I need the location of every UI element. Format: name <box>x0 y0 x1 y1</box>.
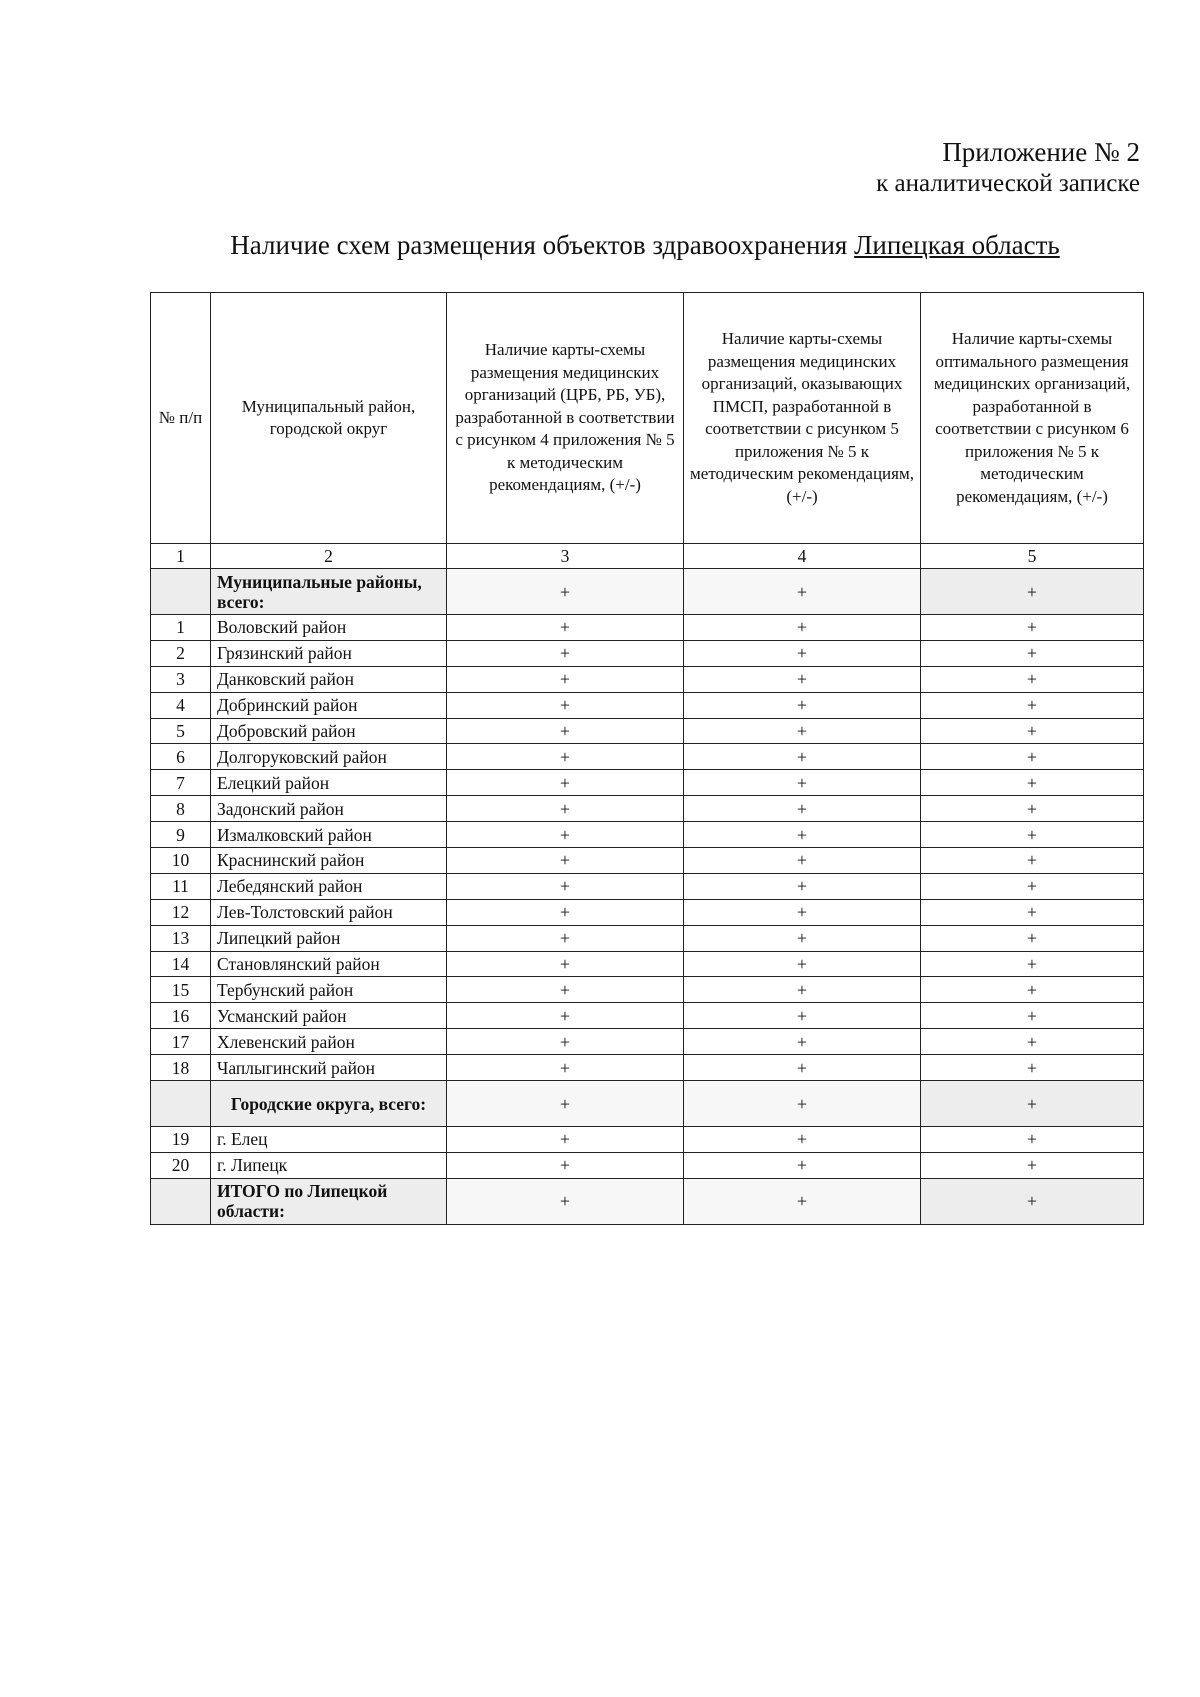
subtotal-mark: + <box>921 569 1144 615</box>
header-district: Муниципальный район, городской округ <box>211 293 447 544</box>
column-number-row <box>151 544 1144 569</box>
row-number: 13 <box>151 925 211 951</box>
scheme-mark: + <box>447 977 684 1003</box>
table-row <box>151 1029 1144 1055</box>
scheme-mark: + <box>921 1152 1144 1178</box>
row-number: 20 <box>151 1152 211 1178</box>
subtotal-mark: + <box>447 569 684 615</box>
scheme-mark: + <box>684 1029 921 1055</box>
row-number: 14 <box>151 951 211 977</box>
district-name: Грязинский район <box>211 640 447 666</box>
scheme-mark: + <box>447 873 684 899</box>
scheme-mark: + <box>684 615 921 641</box>
district-name: Краснинский район <box>211 848 447 874</box>
header-scheme-crb: Наличие карты-схемы размещения медицинских организаций (ЦРБ, РБ, УБ), разработанной в соответствии с рисунком 4 приложения № 5 к методическим рекомендациям, (+/-) <box>447 293 684 544</box>
scheme-mark: + <box>921 925 1144 951</box>
scheme-mark: + <box>684 1055 921 1081</box>
table-row <box>151 951 1144 977</box>
district-name: Становлянский район <box>211 951 447 977</box>
district-name: Добринский район <box>211 692 447 718</box>
row-number: 18 <box>151 1055 211 1081</box>
subtotal-label: ИТОГО по Липецкой области: <box>211 1178 447 1224</box>
appendix-number: Приложение № 2 <box>942 137 1140 167</box>
scheme-mark: + <box>921 666 1144 692</box>
scheme-mark: + <box>447 848 684 874</box>
table-row <box>151 899 1144 925</box>
row-number: 3 <box>151 666 211 692</box>
scheme-mark: + <box>447 925 684 951</box>
column-number: 3 <box>447 544 684 569</box>
scheme-mark: + <box>447 822 684 848</box>
appendix-note <box>876 136 1140 200</box>
table-row <box>151 822 1144 848</box>
scheme-mark: + <box>684 770 921 796</box>
district-name: Чаплыгинский район <box>211 1055 447 1081</box>
table-row <box>151 770 1144 796</box>
scheme-mark: + <box>921 848 1144 874</box>
table-row <box>151 1003 1144 1029</box>
subtotal-mark: + <box>684 569 921 615</box>
scheme-mark: + <box>921 615 1144 641</box>
scheme-mark: + <box>447 666 684 692</box>
table-row <box>151 640 1144 666</box>
row-number: 16 <box>151 1003 211 1029</box>
district-name: Лев-Толстовский район <box>211 899 447 925</box>
scheme-mark: + <box>684 977 921 1003</box>
scheme-mark: + <box>684 1152 921 1178</box>
scheme-mark: + <box>447 615 684 641</box>
scheme-mark: + <box>684 899 921 925</box>
scheme-mark: + <box>921 873 1144 899</box>
table-row <box>151 718 1144 744</box>
scheme-mark: + <box>921 796 1144 822</box>
scheme-mark: + <box>447 692 684 718</box>
scheme-mark: + <box>447 718 684 744</box>
subtotal-mark: + <box>684 1178 921 1224</box>
district-name: Хлевенский район <box>211 1029 447 1055</box>
scheme-mark: + <box>684 925 921 951</box>
scheme-mark: + <box>447 1029 684 1055</box>
row-number: 8 <box>151 796 211 822</box>
table-row <box>151 1152 1144 1178</box>
district-name: Тербунский район <box>211 977 447 1003</box>
district-name: Задонский район <box>211 796 447 822</box>
table-row <box>151 666 1144 692</box>
header-scheme-pmsp: Наличие карты-схемы размещения медицинских организаций, оказывающих ПМСП, разработанной в соответствии с рисунком 5 приложения № 5 к методическим рекомендациям, (+/-) <box>684 293 921 544</box>
subtotal-row <box>151 1081 1144 1127</box>
row-number: 2 <box>151 640 211 666</box>
table-row <box>151 692 1144 718</box>
scheme-mark: + <box>921 1127 1144 1153</box>
table-row <box>151 873 1144 899</box>
scheme-mark: + <box>921 718 1144 744</box>
row-number: 4 <box>151 692 211 718</box>
scheme-mark: + <box>684 873 921 899</box>
column-number: 2 <box>211 544 447 569</box>
appendix-reference: к аналитической записке <box>876 170 1140 197</box>
scheme-mark: + <box>447 744 684 770</box>
scheme-mark: + <box>684 718 921 744</box>
row-number: 9 <box>151 822 211 848</box>
column-number: 1 <box>151 544 211 569</box>
row-number: 19 <box>151 1127 211 1153</box>
header-scheme-optimal: Наличие карты-схемы оптимального размещения медицинских организаций, разработанной в соответствии с рисунком 6 приложения № 5 к методическим рекомендациям, (+/-) <box>921 293 1144 544</box>
table-row <box>151 615 1144 641</box>
row-number: 12 <box>151 899 211 925</box>
scheme-mark: + <box>447 899 684 925</box>
district-name: Воловский район <box>211 615 447 641</box>
healthcare-schemes-table <box>150 292 1144 1225</box>
district-name: Добровский район <box>211 718 447 744</box>
scheme-mark: + <box>684 1127 921 1153</box>
subtotal-number-cell <box>151 1081 211 1127</box>
scheme-mark: + <box>921 1055 1144 1081</box>
scheme-mark: + <box>684 951 921 977</box>
scheme-mark: + <box>921 770 1144 796</box>
subtotal-mark: + <box>921 1081 1144 1127</box>
scheme-mark: + <box>447 1003 684 1029</box>
header-number: № п/п <box>151 293 211 544</box>
scheme-mark: + <box>684 822 921 848</box>
row-number: 5 <box>151 718 211 744</box>
scheme-mark: + <box>921 640 1144 666</box>
subtotal-row <box>151 1178 1144 1224</box>
scheme-mark: + <box>921 977 1144 1003</box>
scheme-mark: + <box>684 744 921 770</box>
column-number: 4 <box>684 544 921 569</box>
subtotal-mark: + <box>447 1081 684 1127</box>
subtotal-row <box>151 569 1144 615</box>
scheme-mark: + <box>447 951 684 977</box>
table-row <box>151 925 1144 951</box>
scheme-mark: + <box>684 666 921 692</box>
district-name: Елецкий район <box>211 770 447 796</box>
district-name: Данковский район <box>211 666 447 692</box>
scheme-mark: + <box>684 848 921 874</box>
district-name: г. Липецк <box>211 1152 447 1178</box>
scheme-mark: + <box>921 822 1144 848</box>
row-number: 7 <box>151 770 211 796</box>
subtotal-mark: + <box>921 1178 1144 1224</box>
scheme-mark: + <box>921 951 1144 977</box>
district-name: Долгоруковский район <box>211 744 447 770</box>
row-number: 10 <box>151 848 211 874</box>
district-name: Измалковский район <box>211 822 447 848</box>
scheme-mark: + <box>921 692 1144 718</box>
title-region: Липецкая область <box>854 230 1060 260</box>
table-row <box>151 1055 1144 1081</box>
scheme-mark: + <box>684 1003 921 1029</box>
table-row <box>151 977 1144 1003</box>
table-row <box>151 744 1144 770</box>
subtotal-number-cell <box>151 569 211 615</box>
district-name: Липецкий район <box>211 925 447 951</box>
table-row <box>151 848 1144 874</box>
scheme-mark: + <box>447 770 684 796</box>
row-number: 6 <box>151 744 211 770</box>
scheme-mark: + <box>447 1127 684 1153</box>
scheme-mark: + <box>447 1152 684 1178</box>
scheme-mark: + <box>447 796 684 822</box>
table-row <box>151 796 1144 822</box>
scheme-mark: + <box>684 692 921 718</box>
column-number: 5 <box>921 544 1144 569</box>
district-name: Усманский район <box>211 1003 447 1029</box>
scheme-mark: + <box>921 1003 1144 1029</box>
scheme-mark: + <box>447 640 684 666</box>
subtotal-label: Городские округа, всего: <box>211 1081 447 1127</box>
table-row <box>151 1127 1144 1153</box>
table-header-row <box>151 293 1144 544</box>
subtotal-mark: + <box>447 1178 684 1224</box>
row-number: 1 <box>151 615 211 641</box>
row-number: 11 <box>151 873 211 899</box>
row-number: 17 <box>151 1029 211 1055</box>
scheme-mark: + <box>684 796 921 822</box>
title-text: Наличие схем размещения объектов здравоохранения <box>230 230 855 260</box>
row-number: 15 <box>151 977 211 1003</box>
scheme-mark: + <box>447 1055 684 1081</box>
scheme-mark: + <box>684 640 921 666</box>
subtotal-mark: + <box>684 1081 921 1127</box>
district-name: г. Елец <box>211 1127 447 1153</box>
scheme-mark: + <box>921 899 1144 925</box>
district-name: Лебедянский район <box>211 873 447 899</box>
document-title <box>150 230 1140 261</box>
scheme-mark: + <box>921 1029 1144 1055</box>
subtotal-number-cell <box>151 1178 211 1224</box>
scheme-mark: + <box>921 744 1144 770</box>
subtotal-label: Муниципальные районы, всего: <box>211 569 447 615</box>
